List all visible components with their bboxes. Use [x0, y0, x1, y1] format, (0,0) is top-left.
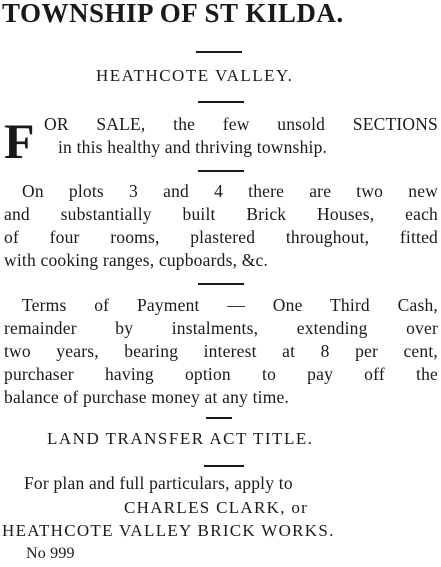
terms-line-1: Terms of Payment — One Third Cash,: [22, 295, 438, 315]
terms-line-5: balance of purchase money at any time.: [4, 387, 290, 407]
apply-works: HEATHCOTE VALLEY BRICK WORKS.: [2, 521, 335, 540]
drop-cap: F: [4, 113, 35, 169]
plots-line-3: of four rooms, plastered throughout, fitted: [4, 227, 438, 247]
plots-line-4: with cooking ranges, cupboards, &c.: [4, 250, 269, 270]
divider-rule: [206, 417, 232, 419]
plots-line-2: and substantially built Brick Houses, each: [4, 204, 438, 224]
divider-rule: [196, 51, 242, 53]
terms-line-4: purchaser having option to pay off the: [4, 364, 438, 384]
ad-subtitle: HEATHCOTE VALLEY.: [96, 66, 294, 85]
sale-line-1: OR SALE, the few unsold SECTIONS: [44, 114, 438, 134]
divider-rule: [198, 283, 244, 285]
act-title: LAND TRANSFER ACT TITLE.: [47, 429, 314, 448]
terms-line-2: remainder by instalments, extending over: [4, 318, 438, 338]
apply-line-1: For plan and full particulars, apply to: [24, 473, 293, 493]
ad-reference-number: No 999: [26, 545, 75, 562]
apply-name: CHARLES CLARK, or: [124, 498, 309, 517]
ad-title: TOWNSHIP OF ST KILDA.: [2, 0, 344, 28]
divider-rule: [198, 170, 244, 172]
divider-rule: [204, 465, 244, 467]
divider-rule: [198, 101, 244, 103]
sale-line-2: in this healthy and thriving township.: [58, 137, 328, 157]
terms-line-3: two years, bearing interest at 8 per cent,: [4, 341, 438, 361]
plots-line-1: On plots 3 and 4 there are two new: [22, 181, 438, 201]
